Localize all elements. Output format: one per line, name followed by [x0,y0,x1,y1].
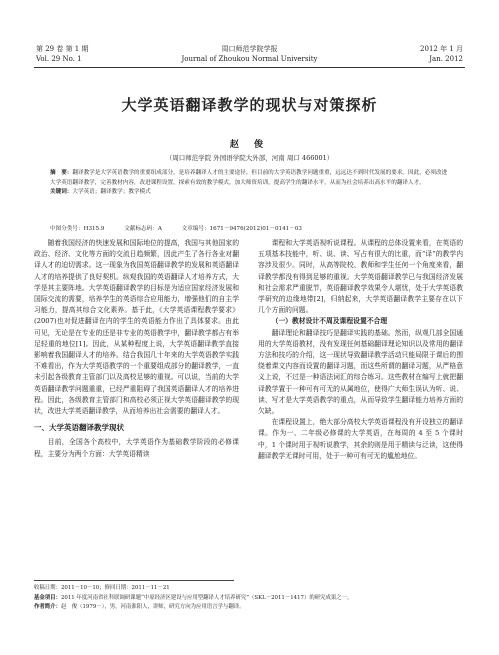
author-name: 赵 俊 [229,140,270,150]
keywords-text: 大学英语；翻译教学；教学模式 [72,189,151,195]
section-heading: 一、大学英语翻译教学现状 [34,423,124,433]
author-bio [34,603,464,613]
issue-date-en: Jan. 2012 [429,55,463,63]
fund-text: 2011 年度河南省社科联调研课题“中原经济区建设与应用型翻译人才培养研究”（SKL－2011－1417）的研究成果之一。 [60,594,353,601]
volume-issue-en: Vol. 29 No. 1 [36,55,82,63]
volume-issue: 第 29 卷 第 1 期 [36,45,89,53]
body-column-right [258,238,463,462]
running-header-right [420,44,463,64]
journal-name: 周口师范学院学报 [221,45,278,53]
document-code: 文献标志码：A [124,226,162,232]
header-rule [34,67,465,68]
body-paragraph: 在课程设置上，绝大部分高校大学英语课程没有开设独立的翻译课。作为一、二年级必修课的大学英语，在每周的 4 至 5 个课时中，1 个课时用于视听说教学，其余的则是用于精读与泛读，这使得翻译教学无课时可用，处于一种可有可无的尴尬地位。 [258,418,463,460]
abstract-block [50,169,450,198]
keywords [50,188,450,198]
classification-row [50,224,450,232]
author-affiliation: （周口师范学院 外国语学院大外部，河南 周口 466001） [165,154,334,162]
footnote-rule [34,580,234,581]
author-bio-text: 赵 俊（1979－），男，河南淮阳人，讲师，研究方向为应用语言学与翻译。 [60,604,245,610]
fund-label: 基金项目： [34,594,61,601]
keywords-label: 关键词： [50,189,73,195]
body-paragraph: 随着我国经济的快速发展和国际地位的提高，我国与其他国家的政治、经济、文化等方面的交流日趋频繁，因此产生了各行各业对翻译人才的迫切需求。这一现象为我国英语翻译教学的发展和英语翻译人才的培养提供了良好契机。纵观我国的英语翻译人才培养方式，大学是其主要阵地。大学英语翻译教学的目标是为适应国家经济发展和国际交流的需要，培养学生的英语综合应用能力，增强他们的自主学习能力，提高其综合文化素养。基于此，《大学英语课程教学要求》(2007)也对促进翻译在内的学生的英语能力作出了具体要求。由此可见，无论是在专业的还是非专业的英语教学中，翻译教学都占有举足轻重的地位[1]。因此，从某种程度上说，大学英语翻译教学直接影响着我国翻译人才的培养。结合我国几十年来的大学英语教学实践不难看出，作为大学英语教学的一个重要组成部分的翻译教学，一直未引起各级教育主管部门以及高校足够的重视。可以说，当前的大学英语翻译教学问题重重，已经严重阻碍了我国英语翻译人才的培养进程。因此，各级教育主管部门和高校必须正视大学英语翻译教学的现状，改进大学英语翻译教学，从而培养出社会需要的翻译人才。 [34,239,239,416]
abstract [50,169,450,188]
body-paragraph: 翻译理论和翻译技巧是翻译实践的基础。然而，纵观几部全国通用的大学英语教材，没有发现任何基础翻译理论知识以及常用的翻译方法和技巧的介绍，这一现状导致翻译教学活动只能局限于课后的围绕着课文内容而设置的翻译习题，而这些所谓的翻译习题，从严格意义上说，不过是一种语法词汇的综合练习。这些教材在编写上就把翻译教学置于一种可有可无的从属地位，使得广大师生误认为听、说、读、写才是大学英语教学的重点，从而导致学生翻译能力培养方面的欠缺。 [258,328,463,416]
article-number: 文章编号：1671－9476(2012)01－0141－03 [181,226,302,232]
subsection-heading: （一）教材设计不周及课程设置不合理 [271,317,388,326]
body-paragraph: 课程和大学英语视听说课程。从课程的总体设置来看，在英语的五项基本技能中，听、说、读、写占有很大的比重，而“译”的教学内容涉及很少。同时，从高等院校、教师和学生任何一个角度来看，翻译教学都没有得到足够的重视。大学英语翻译教学已与我国经济发展和社会需求严重脱节，英语翻译教学效果令人堪忧，处于大学英语教学研究的边缘地带[2]，归纳起来，大学英语翻译教学主要存在以下几个方面的问题。 [258,239,463,315]
footnotes [34,584,464,613]
article-title: 大学英语翻译教学的现状与对策探析 [121,96,378,114]
issue-date: 2012 年 1 月 [420,45,463,53]
abstract-label: 摘 要： [50,170,73,176]
fund-note [34,594,464,604]
abstract-text: 翻译教学是大学英语教学的重要组成部分，是培养翻译人才的主要途径。但目前的大学英语教学问题重重，远远达不到时代发展的要求。因此，必须改进大学英语翻译教学，完善教材内容，改进课程设置，探索有效的教学模式，加大师资培训，提高学生的翻译水平，从而为社会培养出高水平的翻译人才。 [50,170,448,186]
clc-number: 中图分类号：H315.9 [50,226,105,232]
journal-name-en: Journal of Zhoukou Normal University [181,55,318,63]
body-column-left [34,238,239,460]
body-paragraph: 目前，全国各个高校中，大学英语作为基础教学阶段的必修课程，主要分为两个方面：大学英语精读 [34,438,239,458]
received-date: 收稿日期：2011－10－10；修回日期：2011－11－21 [34,585,170,591]
author-bio-label: 作者简介： [34,604,61,610]
